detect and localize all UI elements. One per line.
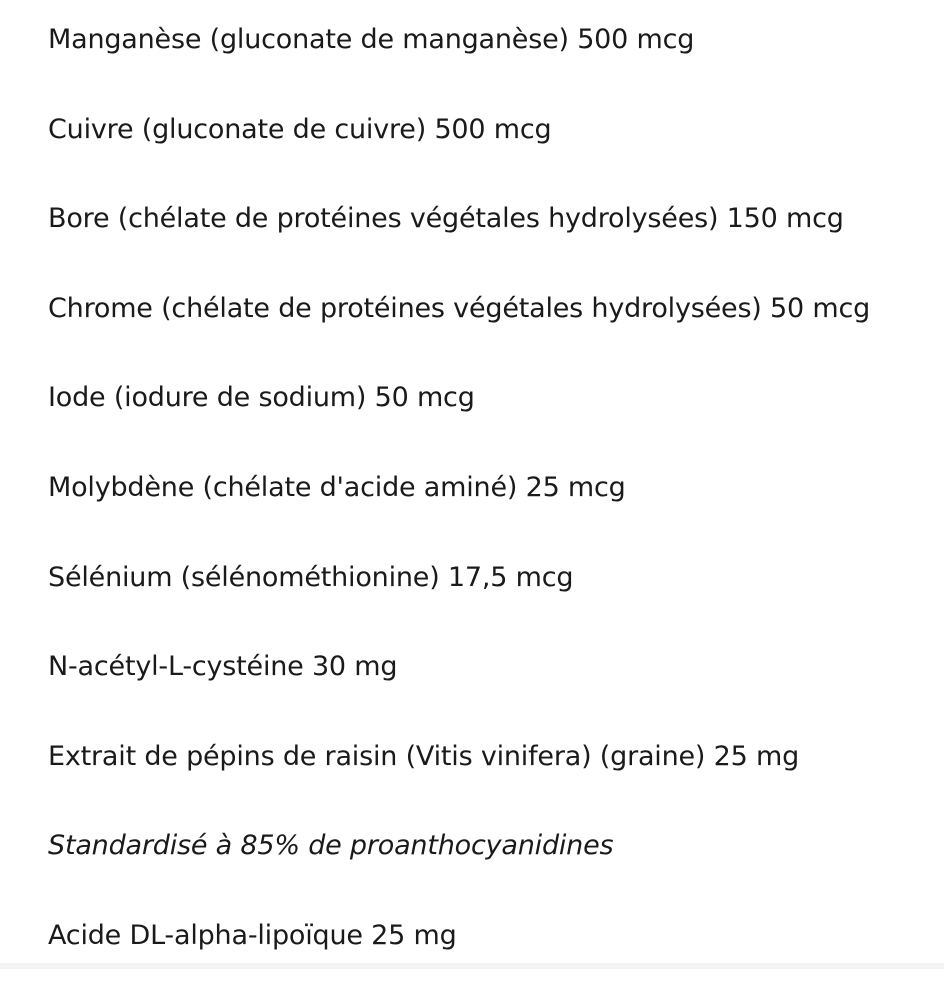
ingredient-copper: Cuivre (gluconate de cuivre) 500 mcg xyxy=(48,113,552,145)
ingredient-n-acetyl-l-cysteine: N-acétyl-L-cystéine 30 mg xyxy=(48,651,398,683)
ingredient-manganese: Manganèse (gluconate de manganèse) 500 mcg xyxy=(48,24,695,55)
ingredient-standardization-note: Standardisé à 85% de proanthocyanidines xyxy=(48,830,614,862)
ingredient-boron: Bore (chélate de protéines végétales hydrolysées) 150 mcg xyxy=(48,203,844,235)
ingredient-grape-seed-extract: Extrait de pépins de raisin (Vitis vinifera) (graine) 25 mg xyxy=(48,740,800,772)
ingredient-selenium: Sélénium (sélénométhionine) 17,5 mcg xyxy=(48,561,574,593)
ingredient-list xyxy=(48,0,938,986)
ingredient-chromium: Chrome (chélate de protéines végétales hydrolysées) 50 mcg xyxy=(48,292,871,324)
bottom-divider xyxy=(0,963,944,969)
ingredient-molybdenum: Molybdène (chélate d'acide aminé) 25 mcg xyxy=(48,471,626,503)
ingredient-alpha-lipoic-acid: Acide DL-alpha-lipoïque 25 mg xyxy=(48,919,457,951)
ingredient-iodine: Iode (iodure de sodium) 50 mcg xyxy=(48,382,475,414)
